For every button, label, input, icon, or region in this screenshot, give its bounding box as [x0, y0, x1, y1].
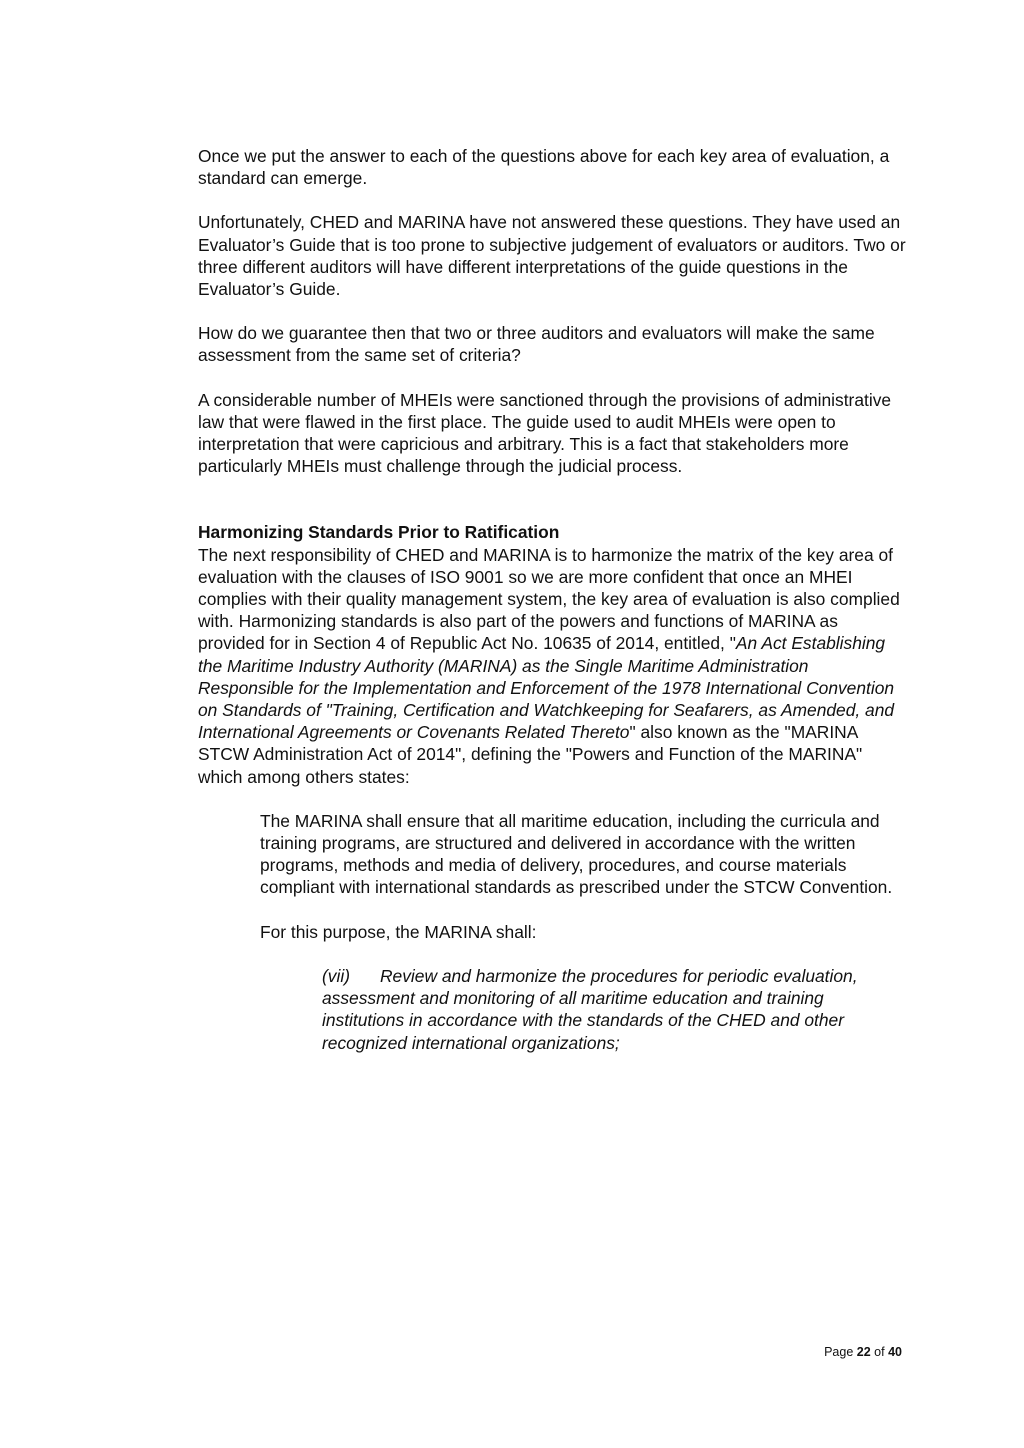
section-body-part1: The next responsibility of CHED and MARINA is to harmonize the matrix of the key area of evaluation with the clauses of ISO 9001 so we are more confident that once an MHEI complies with their quality management system, the key area of evaluation is also complied with. Harmonizing standards is also part of the powers and functions of MARINA as provided for in Section 4 of Republic Act No. 10635 of 2014, entitled, ": [198, 544, 900, 654]
page-label: Page: [824, 1345, 854, 1359]
page-current: 22: [856, 1345, 871, 1359]
paragraph-4: A considerable number of MHEIs were sanctioned through the provisions of administrative law that were flawed in the first place. The guide used to audit MHEIs were open to interpretation that were capricious and arbitrary. This is a fact that stakeholders more particularly MHEIs must challenge through the judicial process.: [198, 389, 892, 477]
paragraph-2: Unfortunately, CHED and MARINA have not answered these questions. They have used an Evaluator’s Guide that is too prone to subjective judgement of evaluators or auditors. Two or three different auditors will have different interpretations of the guide questions in the Evaluator’s Guide.: [198, 212, 906, 300]
section-heading: Harmonizing Standards Prior to Ratification: [198, 522, 560, 543]
paragraph-1: Once we put the answer to each of the questions above for each key area of evaluation, a standard can emerge.: [198, 146, 890, 189]
list-item-numeral: (vii): [322, 965, 351, 986]
of-label: of: [874, 1345, 885, 1359]
page-total: 40: [888, 1345, 902, 1359]
page-footer: [0, 1344, 902, 1360]
section-body-part2: " also known as the "MARINA STCW Administration Act of 2014", defining the "Powers and Function of the MARINA" which among others states:: [198, 722, 863, 787]
paragraph-3: How do we guarantee then that two or three auditors and evaluators will make the same assessment from the same set of criteria?: [198, 323, 875, 366]
quote-paragraph-1: The MARINA shall ensure that all maritime education, including the curricula and training programs, are structured and delivered in accordance with the written programs, methods and media of delivery, procedures, and course materials compliant with international standards as prescribed under the STCW Convention.: [260, 810, 893, 898]
page-content: [198, 145, 908, 1054]
block-quote: [260, 810, 908, 943]
act-title: An Act Establishing the Maritime Industry Authority (MARINA) as the Single Maritime Administration Responsible for the Implementation and Enforcement of the 1978 International Convention on Standards of "Training, Certification and Watchkeeping for Seafarers, as Amended, and International Agreements or Covenants Related Thereto: [198, 633, 895, 743]
quote-list-item: [322, 965, 908, 1054]
section-body: [198, 544, 908, 788]
list-item-text: Review and harmonize the procedures for periodic evaluation, assessment and monitoring of all maritime education and training institutions in accordance with the standards of the CHED and other recognized international organizations;: [322, 965, 858, 1053]
quote-paragraph-2: For this purpose, the MARINA shall:: [260, 921, 537, 942]
